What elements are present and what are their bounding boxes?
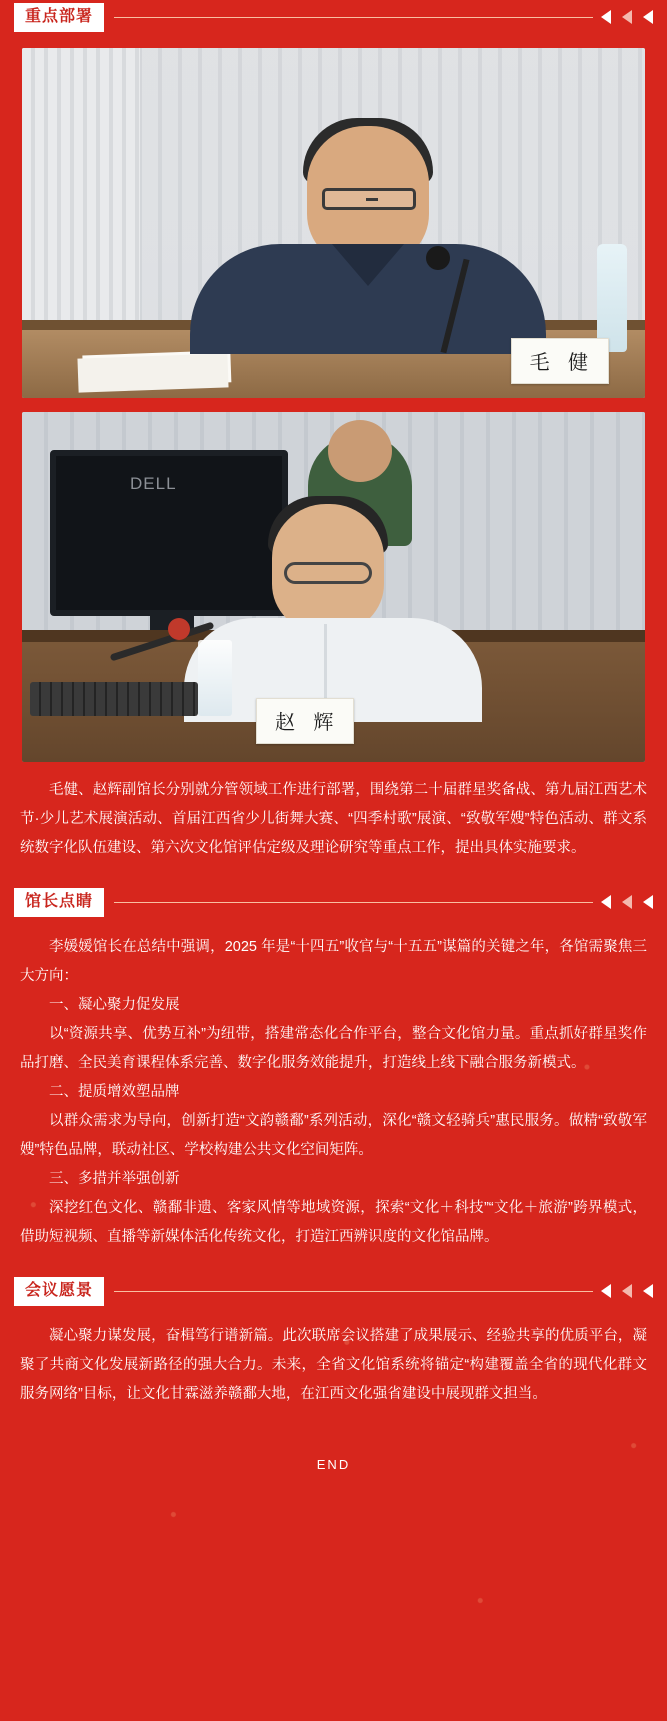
paragraph: 以群众需求为导向，创新打造“文韵赣鄱”系列活动，深化“赣文轻骑兵”惠民服务。做精“致敬军嫂”特色品牌，联动社区、学校构建公共文化空间矩阵。: [20, 1113, 647, 1158]
header-rule: [114, 17, 593, 18]
section-tag-label: 馆长点睛: [14, 888, 104, 917]
triangle-left-icon: [622, 895, 632, 909]
triangle-left-icon: [601, 10, 611, 24]
keyboard: [30, 682, 198, 716]
paragraph: 以“资源共享、优势互补”为纽带，搭建常态化合作平台，整合文化馆力量。重点抓好群星奖作品打磨、全民美育课程体系完善、数字化服务效能提升，打造线上线下融合服务新模式。: [20, 1026, 647, 1071]
header-rule: [114, 902, 593, 903]
section-body-director-remarks: [20, 933, 647, 1252]
section-body-key-deployment: [20, 776, 647, 863]
header-arrow-group: [601, 1284, 653, 1298]
section-header-director-remarks: [14, 885, 655, 919]
triangle-left-icon: [601, 895, 611, 909]
triangle-left-icon: [622, 1284, 632, 1298]
paragraph: 李媛媛馆长在总结中强调，2025 年是“十四五”收官与“十五五”谋篇的关键之年，各馆需聚焦三大方向：: [20, 939, 647, 984]
water-bottle: [597, 244, 627, 352]
meeting-photo-2: [22, 412, 645, 762]
drinking-glass: [198, 640, 232, 716]
paragraph: 深挖红色文化、赣鄱非遗、客家风情等地域资源，探索“文化＋科技”“文化＋旅游”跨界模式，借助短视频、直播等新媒体活化传统文化，打造江西辨识度的文化馆品牌。: [20, 1200, 647, 1245]
photo-block-2: [22, 412, 645, 762]
photo-person-glasses: [322, 188, 416, 210]
section-body-meeting-vision: [20, 1322, 647, 1409]
paragraph: 凝心聚力谋发展，奋楫笃行谱新篇。此次联席会议搭建了成果展示、经验共享的优质平台，凝聚了共商文化发展新路径的强大合力。未来，全省文化馆系统将锚定“构建覆盖全省的现代化群文服务网络”目标，让文化甘霖滋养赣鄱大地，在江西文化强省建设中展现群文担当。: [20, 1328, 647, 1402]
photo-curtain: [22, 48, 140, 348]
triangle-left-icon: [601, 1284, 611, 1298]
meeting-photo-1: [22, 48, 645, 398]
photo-background-person-head: [328, 420, 392, 482]
header-rule: [114, 1291, 593, 1292]
end-label: END: [316, 1457, 351, 1472]
section-header-key-deployment: [14, 0, 655, 34]
paragraph: 毛健、赵辉副馆长分别就分管领域工作进行部署，围绕第二十届群星奖备战、第九届江西艺术节·少儿艺术展演活动、首届江西省少儿街舞大赛、“四季村歌”展演、“致敬军嫂”特色活动、群文系统数字化队伍建设、第六次文化馆评估定级及理论研究等重点工作，提出具体实施要求。: [20, 782, 647, 856]
microphone-icon: [168, 618, 190, 640]
microphone-icon: [426, 246, 450, 270]
paragraph-heading: 二、提质增效塑品牌: [49, 1084, 180, 1100]
spacer: [0, 863, 667, 885]
monitor-brand-label: DELL: [130, 474, 177, 493]
photo-block-1: [22, 48, 645, 398]
header-arrow-group: [601, 895, 653, 909]
section-tag-label: 会议愿景: [14, 1277, 104, 1306]
speaker-nameplate: 毛 健: [511, 338, 609, 384]
paragraph-heading: 一、凝心聚力促发展: [49, 997, 180, 1013]
triangle-left-icon: [622, 10, 632, 24]
photo-person-glasses: [284, 562, 372, 584]
speaker-nameplate: 赵 辉: [256, 698, 354, 744]
section-header-meeting-vision: [14, 1274, 655, 1308]
spacer: [0, 1252, 667, 1274]
photo-papers: [77, 353, 228, 392]
paragraph-heading: 三、多措并举强创新: [49, 1171, 180, 1187]
triangle-left-icon: [643, 895, 653, 909]
header-arrow-group: [601, 10, 653, 24]
triangle-left-icon: [643, 10, 653, 24]
section-tag-label: 重点部署: [14, 3, 104, 32]
triangle-left-icon: [643, 1284, 653, 1298]
